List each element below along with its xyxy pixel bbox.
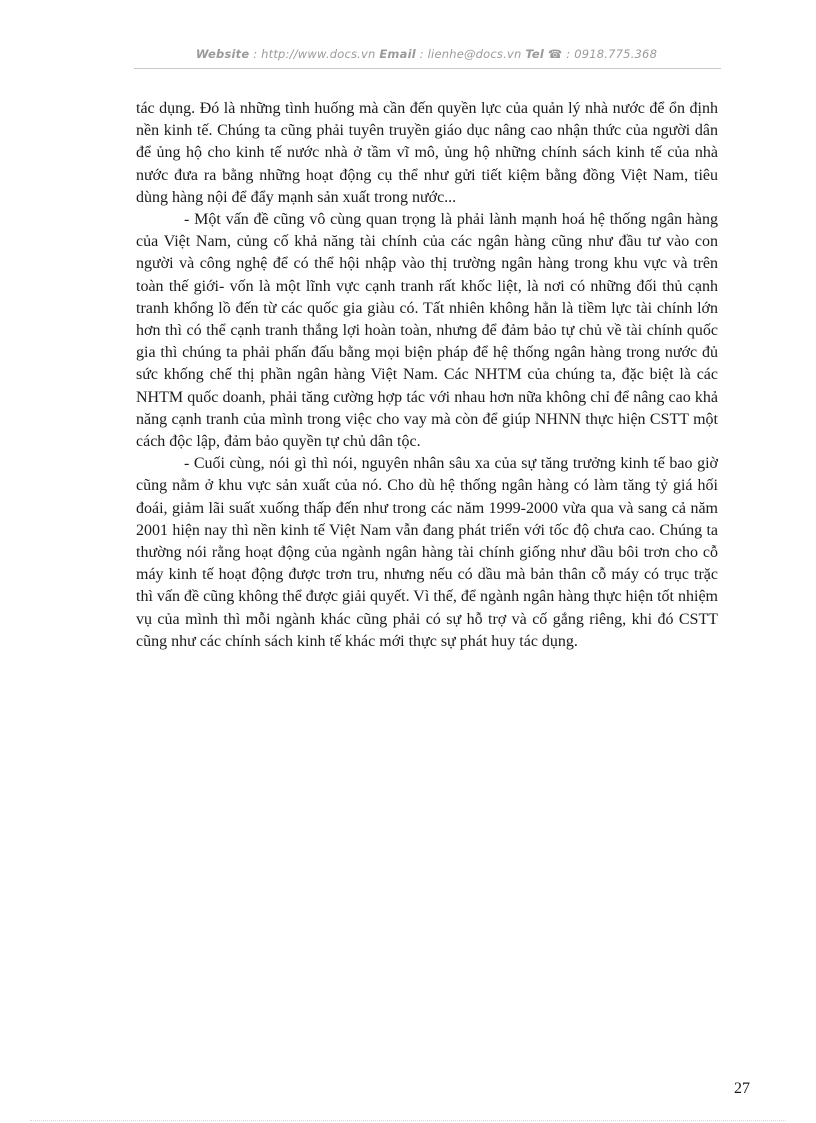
footer-divider: [30, 1120, 786, 1121]
paragraph-continuation: tác dụng. Đó là những tình huống mà cần đến quyền lực của quản lý nhà nước để ổn định nền kinh tế. Chúng ta cũng phải tuyên truyền giáo dục nâng cao nhận thức của người dân để ủng hộ cho kinh tế nước nhà ở tầm vĩ mô, ủng hộ những chính sách kinh tế của nhà nước đưa ra bằng những hoạt động cụ thể như gửi tiết kiệm bằng đồng Việt Nam, tiêu dùng hàng nội để đẩy mạnh sản xuất trong nước...: [136, 100, 718, 206]
document-body: [136, 98, 718, 653]
paragraph-conclusion: - Cuối cùng, nói gì thì nói, nguyên nhân sâu xa của sự tăng trưởng kinh tế bao giờ cũng nằm ở khu vực sản xuất của nó. Cho dù hệ thống ngân hàng có làm tăng tỷ giá hối đoái, giảm lãi suất xuống thấp đến như trong các năm 1999-2000 vừa qua và sang cả năm 2001 hiện nay thì nền kinh tế Việt Nam vẫn đang phát triển với tốc độ chưa cao. Chúng ta thường nói rằng hoạt động của ngành ngân hàng tài chính giống như dầu bôi trơn cho cỗ máy kinh tế hoạt động được trơn tru, nhưng nếu có dầu mà bản thân cỗ máy có trục trặc thì vấn đề cũng không thể được giải quyết. Vì thế, để ngành ngân hàng thực hiện tốt nhiệm vụ của mình thì mỗi ngành khác cũng phải có sự hỗ trợ và cố gắng riêng, khi đó CSTT cũng như các chính sách kinh tế khác mới thực sự phát huy tác dụng.: [136, 455, 718, 650]
page-number: 27: [734, 1080, 750, 1097]
tel-label: Tel: [525, 47, 545, 61]
tel-value: ☎ : 0918.775.368: [547, 47, 658, 61]
website-value: : http://www.docs.vn: [253, 47, 376, 61]
email-label: Email: [379, 47, 416, 61]
header-divider: [134, 68, 721, 69]
paragraph-banking-system: - Một vấn đề cũng vô cùng quan trọng là phải lành mạnh hoá hệ thống ngân hàng của Việt Nam, củng cố khả năng tài chính của các ngân hàng cũng như đầu tư vào con người và công nghệ để có thể hội nhập vào thị trường ngân hàng trong khu vực và trên toàn thế giới- vốn là một lĩnh vực cạnh tranh rất khốc liệt, là nơi có những đối thủ cạnh tranh khổng lồ đến từ các quốc gia giàu có. Tất nhiên không hẳn là tiềm lực tài chính lớn hơn thì có thể cạnh tranh thắng lợi hoàn toàn, nhưng để đảm bảo tự chủ về tài chính quốc gia thì chúng ta phải phấn đấu bằng mọi biện pháp để hệ thống ngân hàng trong nước đủ sức khống chế thị phần ngân hàng Việt Nam. Các NHTM của chúng ta, đặc biệt là các NHTM quốc doanh, phải tăng cường hợp tác với nhau hơn nữa không chỉ để nâng cao khả năng cạnh tranh của mình trong việc cho vay mà còn để giúp NHNN thực hiện CSTT một cách độc lập, đảm bảo quyền tự chủ dân tộc.: [136, 211, 718, 451]
email-value: : lienhe@docs.vn: [419, 47, 522, 61]
page-header: [134, 47, 719, 61]
website-label: Website: [195, 47, 250, 61]
